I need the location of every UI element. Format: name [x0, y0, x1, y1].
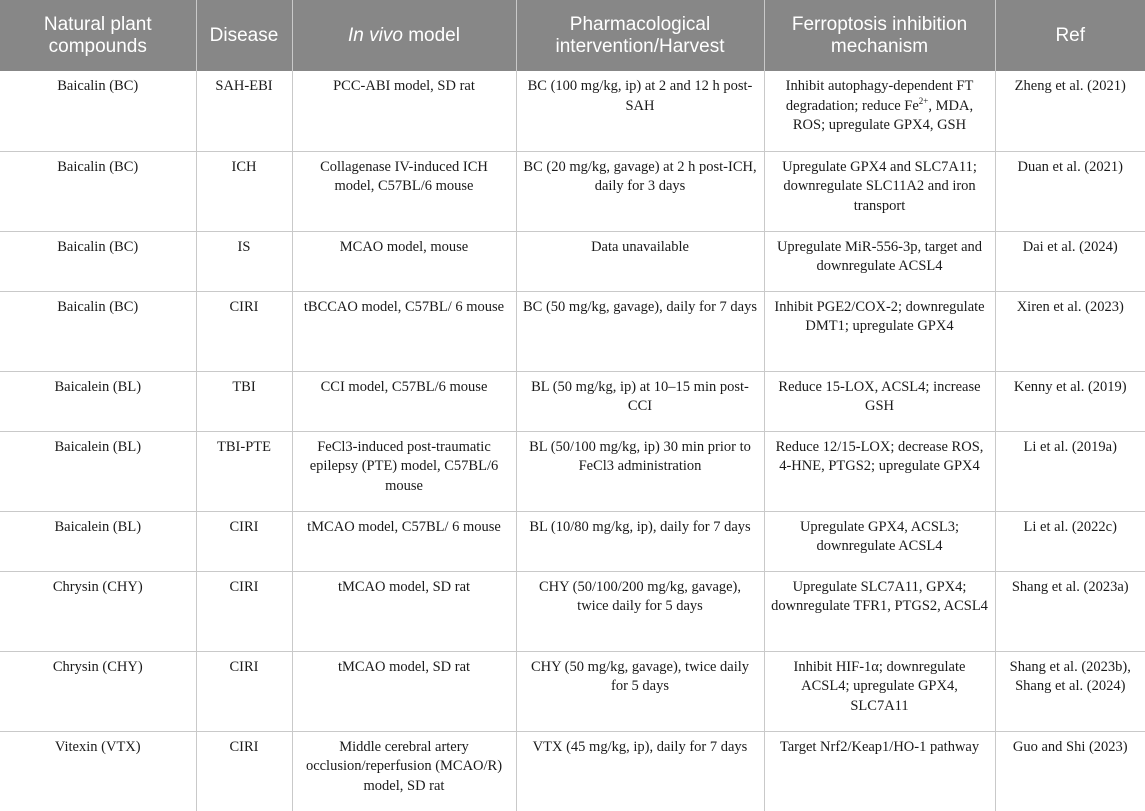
cell-mechanism: Upregulate SLC7A11, GPX4; downregulate TFR1, PTGS2, ACSL4 — [764, 571, 995, 651]
cell-intervention: BC (50 mg/kg, gavage), daily for 7 days — [516, 291, 764, 371]
cell-mechanism: Upregulate GPX4, ACSL3; downregulate ACSL4 — [764, 511, 995, 571]
cell-model: tMCAO model, C57BL/ 6 mouse — [292, 511, 516, 571]
cell-disease: ICH — [196, 151, 292, 231]
cell-disease: CIRI — [196, 571, 292, 651]
cell-model: tMCAO model, SD rat — [292, 651, 516, 731]
cell-intervention: VTX (45 mg/kg, ip), daily for 7 days — [516, 731, 764, 811]
cell-model: tMCAO model, SD rat — [292, 571, 516, 651]
table-row — [0, 371, 1145, 431]
table-row — [0, 291, 1145, 371]
mechanism-text-post: , MDA, ROS; upregulate GPX4, GSH — [792, 97, 974, 133]
table-row — [0, 651, 1145, 731]
mechanism-superscript: 2+ — [918, 95, 929, 106]
cell-intervention: BL (10/80 mg/kg, ip), daily for 7 days — [516, 511, 764, 571]
cell-disease: SAH-EBI — [196, 71, 292, 151]
cell-intervention: BL (50/100 mg/kg, ip) 30 min prior to FeCl3 administration — [516, 431, 764, 511]
cell-mechanism: Inhibit HIF-1α; downregulate ACSL4; upregulate GPX4, SLC7A11 — [764, 651, 995, 731]
cell-model: FeCl3-induced post-traumatic epilepsy (PTE) model, C57BL/6 mouse — [292, 431, 516, 511]
cell-compound: Baicalin (BC) — [0, 231, 196, 291]
table-body — [0, 71, 1145, 811]
header-model-italic: In vivo — [348, 24, 403, 46]
cell-intervention: BC (100 mg/kg, ip) at 2 and 12 h post-SAH — [516, 71, 764, 151]
cell-disease: IS — [196, 231, 292, 291]
header-model-rest: model — [402, 24, 460, 46]
table-row — [0, 571, 1145, 651]
cell-ref: Duan et al. (2021) — [995, 151, 1145, 231]
cell-compound: Baicalin (BC) — [0, 71, 196, 151]
table-row — [0, 731, 1145, 811]
cell-compound: Chrysin (CHY) — [0, 571, 196, 651]
cell-disease: CIRI — [196, 511, 292, 571]
table-row — [0, 511, 1145, 571]
header-model — [292, 0, 516, 71]
mechanism-text-pre: Inhibit autophagy-dependent FT degradation; reduce Fe — [785, 78, 974, 114]
table-row — [0, 151, 1145, 231]
cell-mechanism: Inhibit PGE2/COX-2; downregulate DMT1; upregulate GPX4 — [764, 291, 995, 371]
cell-compound: Chrysin (CHY) — [0, 651, 196, 731]
table-row — [0, 231, 1145, 291]
header-disease: Disease — [196, 0, 292, 71]
cell-disease: CIRI — [196, 291, 292, 371]
cell-model: CCI model, C57BL/6 mouse — [292, 371, 516, 431]
table-row — [0, 71, 1145, 151]
cell-disease: TBI-PTE — [196, 431, 292, 511]
cell-model: PCC-ABI model, SD rat — [292, 71, 516, 151]
cell-model: Middle cerebral artery occlusion/reperfusion (MCAO/R) model, SD rat — [292, 731, 516, 811]
cell-ref: Kenny et al. (2019) — [995, 371, 1145, 431]
cell-mechanism: Reduce 15-LOX, ACSL4; increase GSH — [764, 371, 995, 431]
cell-compound: Baicalein (BL) — [0, 371, 196, 431]
cell-mechanism: Upregulate MiR-556-3p, target and downregulate ACSL4 — [764, 231, 995, 291]
cell-mechanism: Upregulate GPX4 and SLC7A11; downregulate SLC11A2 and iron transport — [764, 151, 995, 231]
cell-disease: CIRI — [196, 731, 292, 811]
table-header — [0, 0, 1145, 71]
cell-ref: Shang et al. (2023a) — [995, 571, 1145, 651]
cell-compound: Baicalin (BC) — [0, 151, 196, 231]
cell-intervention: CHY (50/100/200 mg/kg, gavage), twice daily for 5 days — [516, 571, 764, 651]
cell-compound: Baicalein (BL) — [0, 511, 196, 571]
cell-intervention: BC (20 mg/kg, gavage) at 2 h post-ICH, daily for 3 days — [516, 151, 764, 231]
cell-disease: CIRI — [196, 651, 292, 731]
cell-ref: Xiren et al. (2023) — [995, 291, 1145, 371]
cell-model: MCAO model, mouse — [292, 231, 516, 291]
header-intervention: Pharmacological intervention/Harvest — [516, 0, 764, 71]
cell-mechanism: Reduce 12/15-LOX; decrease ROS, 4-HNE, PTGS2; upregulate GPX4 — [764, 431, 995, 511]
table-row — [0, 431, 1145, 511]
header-compounds: Natural plant compounds — [0, 0, 196, 71]
cell-compound: Vitexin (VTX) — [54, 738, 141, 755]
cell-ref: Li et al. (2022c) — [995, 511, 1145, 571]
cell-ref: Guo and Shi (2023) — [995, 731, 1145, 811]
cell-intervention: BL (50 mg/kg, ip) at 10–15 min post-CCI — [516, 371, 764, 431]
cell-ref: Dai et al. (2024) — [995, 231, 1145, 291]
cell-ref: Shang et al. (2023b), Shang et al. (2024) — [995, 651, 1145, 731]
cell-ref: Li et al. (2019a) — [995, 431, 1145, 511]
cell-ref: Zheng et al. (2021) — [995, 71, 1145, 151]
cell-model: Collagenase IV-induced ICH model, C57BL/6 mouse — [292, 151, 516, 231]
cell-disease: TBI — [196, 371, 292, 431]
cell-compound: Baicalin (BC) — [0, 291, 196, 371]
header-row — [0, 0, 1145, 71]
cell-model: tBCCAO model, C57BL/ 6 mouse — [292, 291, 516, 371]
header-ref: Ref — [995, 0, 1145, 71]
header-mechanism: Ferroptosis inhibition mechanism — [764, 0, 995, 71]
cell-compound: Baicalein (BL) — [0, 431, 196, 511]
cell-mechanism — [764, 71, 995, 151]
cell-intervention: Data unavailable — [516, 231, 764, 291]
cell-mechanism: Target Nrf2/Keap1/HO-1 pathway — [764, 731, 995, 811]
cell-intervention: CHY (50 mg/kg, gavage), twice daily for 5 days — [516, 651, 764, 731]
